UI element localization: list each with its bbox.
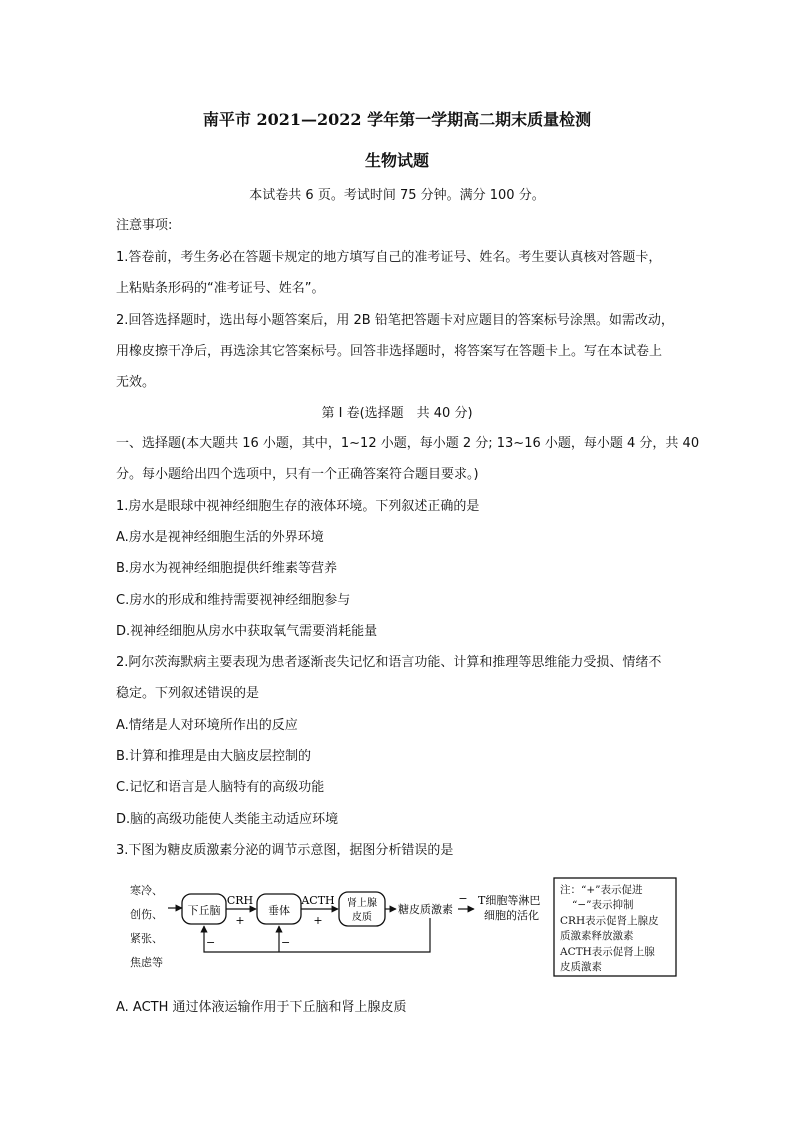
question-stem: 3.下图为糖皮质激素分泌的调节示意图，据图分析错误的是	[116, 843, 454, 858]
hypothalamus-label: 下丘脑	[187, 904, 221, 917]
option-a: A.房水是视神经细胞生活的外界环境	[116, 530, 324, 545]
note-line: 皮质激素	[560, 961, 602, 973]
regulation-diagram	[120, 872, 690, 982]
note-line: ACTH表示促肾上腺	[560, 946, 655, 958]
notice-line: 用橡皮擦干净后，再选涂其它答案标号。回答非选择题时，将答案写在答题卡上。写在本试卷上	[116, 344, 663, 359]
notice-line: 上粘贴条形码的“准考证号、姓名”。	[116, 281, 325, 296]
minus-sign: −	[458, 892, 468, 905]
option-a: A. ACTH 通过体液运输作用于下丘脑和肾上腺皮质	[116, 1000, 407, 1015]
note-line: CRH表示促肾上腺皮	[560, 915, 659, 927]
option-d: D.视神经细胞从房水中获取氧气需要消耗能量	[116, 624, 378, 639]
note-line: 质激素释放激素	[560, 930, 634, 942]
paper-title: 南平市 2021—2022 学年第一学期高二期末质量检测	[202, 110, 592, 129]
option-b: B.计算和推理是由大脑皮层控制的	[116, 749, 312, 764]
paper-subtitle: 生物试题	[364, 151, 429, 170]
crh-label: CRH	[226, 894, 254, 907]
question-stem: 2.阿尔茨海默病主要表现为患者逐渐丧失记忆和语言功能、计算和推理等思维能力受损、情绪不	[116, 655, 662, 670]
minus-sign: −	[206, 936, 216, 949]
note-line: “−”表示抑制	[572, 899, 634, 911]
minus-sign: −	[281, 936, 291, 949]
target-label: T细胞等淋巴	[478, 894, 541, 907]
question-stem: 1.房水是眼球中视神经细胞生存的液体环境。下列叙述正确的是	[116, 499, 480, 514]
option-a: A.情绪是人对环境所作出的反应	[116, 718, 298, 733]
section-intro: 一、选择题(本大题共 16 小题，其中，1~12 小题，每小题 2 分; 13~16 小题，每小题 4 分，共 40	[116, 436, 700, 451]
exam-info: 本试卷共 6 页。考试时间 75 分钟。满分 100 分。	[249, 188, 545, 203]
adrenal-label: 肾上腺	[347, 898, 377, 909]
hormone-label: 糖皮质激素	[398, 903, 453, 916]
notice-line: 无效。	[116, 375, 156, 390]
question-stem: 稳定。下列叙述错误的是	[116, 686, 260, 701]
stimulus-label: 紧张、	[130, 932, 163, 945]
notice-heading: 注意事项:	[116, 218, 173, 233]
note-line: 注：“+”表示促进	[560, 884, 643, 896]
notice-line: 2.回答选择题时，选出每小题答案后，用 2B 铅笔把答题卡对应题目的答案标号涂黑。如需改动，	[116, 313, 674, 328]
option-c: C.记忆和语言是人脑特有的高级功能	[116, 780, 325, 795]
stimulus-label: 焦虑等	[130, 956, 163, 969]
pituitary-label: 垂体	[268, 904, 290, 917]
notice-line: 1.答卷前，考生务必在答题卡规定的地方填写自己的准考证号、姓名。考生要认真核对答题卡，	[116, 250, 662, 265]
section-title: 第 Ⅰ 卷(选择题 共 40 分)	[321, 406, 473, 421]
option-c: C.房水的形成和维持需要视神经细胞参与	[116, 593, 351, 608]
option-d: D.脑的高级功能使人类能主动适应环境	[116, 812, 339, 827]
stimulus-label: 寒冷、	[130, 884, 163, 897]
acth-label: ACTH	[301, 894, 335, 907]
plus-sign: +	[313, 914, 323, 927]
plus-sign: +	[235, 914, 245, 927]
section-intro: 分。每小题给出四个选项中，只有一个正确答案符合题目要求。)	[116, 467, 479, 482]
target-label: 细胞的活化	[484, 909, 539, 922]
option-b: B.房水为视神经细胞提供纤维素等营养	[116, 561, 338, 576]
adrenal-label: 皮质	[352, 912, 372, 923]
stimulus-label: 创伤、	[130, 908, 163, 921]
